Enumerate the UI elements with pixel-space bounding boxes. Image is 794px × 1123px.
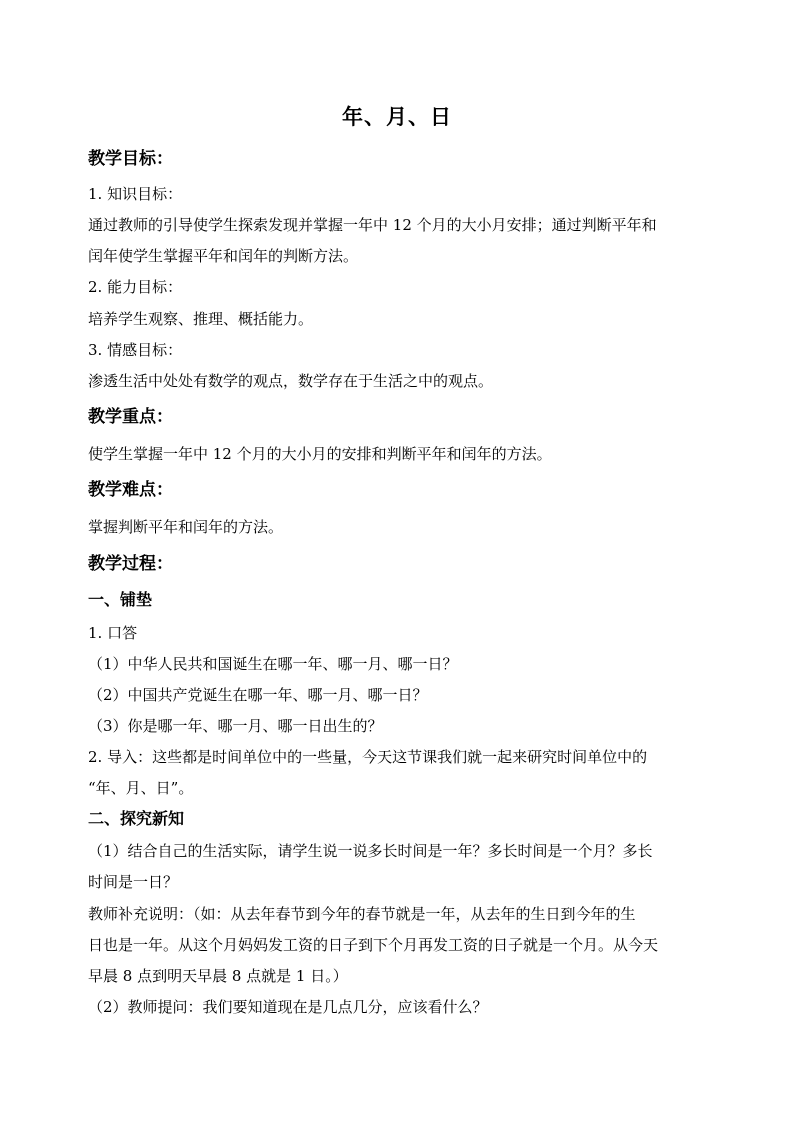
heading-key-points: 教学重点： (88, 407, 173, 427)
paragraph-line: 渗透生活中处处有数学的观点，数学存在于生活之中的观点。 (88, 372, 494, 390)
paragraph-line: 1. 口答 (88, 624, 138, 642)
paragraph-line: “年、月、日”。 (88, 779, 194, 797)
paragraph-line: 1. 知识目标： (88, 185, 183, 203)
paragraph-line: （2）中国共产党诞生在哪一年、哪一月、哪一日？ (88, 686, 428, 704)
paragraph-line: 时间是一日？ (88, 873, 179, 891)
paragraph-line: 掌握判断平年和闰年的方法。 (88, 518, 284, 536)
paragraph-line: 教师补充说明：（如：从去年春节到今年的春节就是一年，从去年的生日到今年的生 (88, 905, 636, 923)
heading-teaching-objectives: 教学目标： (88, 149, 173, 169)
heading-difficult-points: 教学难点： (88, 480, 173, 500)
paragraph-line: 2. 导入：这些都是时间单位中的一些量，今天这节课我们就一起来研究时间单位中的 (88, 748, 648, 766)
paragraph-line: （1）中华人民共和国诞生在哪一年、哪一月、哪一日？ (88, 655, 458, 673)
paragraph-line: 日也是一年。从这个月妈妈发工资的日子到下个月再发工资的日子就是一个月。从今天 (88, 936, 659, 954)
heading-teaching-process: 教学过程： (88, 554, 173, 574)
paragraph-line: （2）教师提问：我们要知道现在是几点几分，应该看什么？ (88, 998, 488, 1016)
paragraph-line: 2. 能力目标： (88, 278, 183, 296)
paragraph-line: （3）你是哪一年、哪一月、哪一日出生的？ (88, 717, 383, 735)
section-heading-preparation: 一、铺垫 (88, 590, 153, 609)
paragraph-line: 使学生掌握一年中 12 个月的大小月的安排和判断平年和闰年的方法。 (88, 445, 552, 463)
paragraph-line: 通过教师的引导使学生探索发现并掌握一年中 12 个月的大小月安排；通过判断平年和 (88, 216, 657, 234)
paragraph-line: 早晨 8 点到明天早晨 8 点就是 1 日。） (88, 967, 348, 985)
section-heading-explore-new: 二、探究新知 (88, 809, 185, 828)
paragraph-line: 闰年使学生掌握平年和闰年的判断方法。 (88, 247, 359, 265)
document-title: 年、月、日 (342, 104, 452, 129)
paragraph-line: 培养学生观察、推理、概括能力。 (88, 310, 314, 328)
paragraph-line: 3. 情感目标： (88, 341, 183, 359)
paragraph-line: （1）结合自己的生活实际，请学生说一说多长时间是一年？多长时间是一个月？多长 (88, 842, 653, 860)
